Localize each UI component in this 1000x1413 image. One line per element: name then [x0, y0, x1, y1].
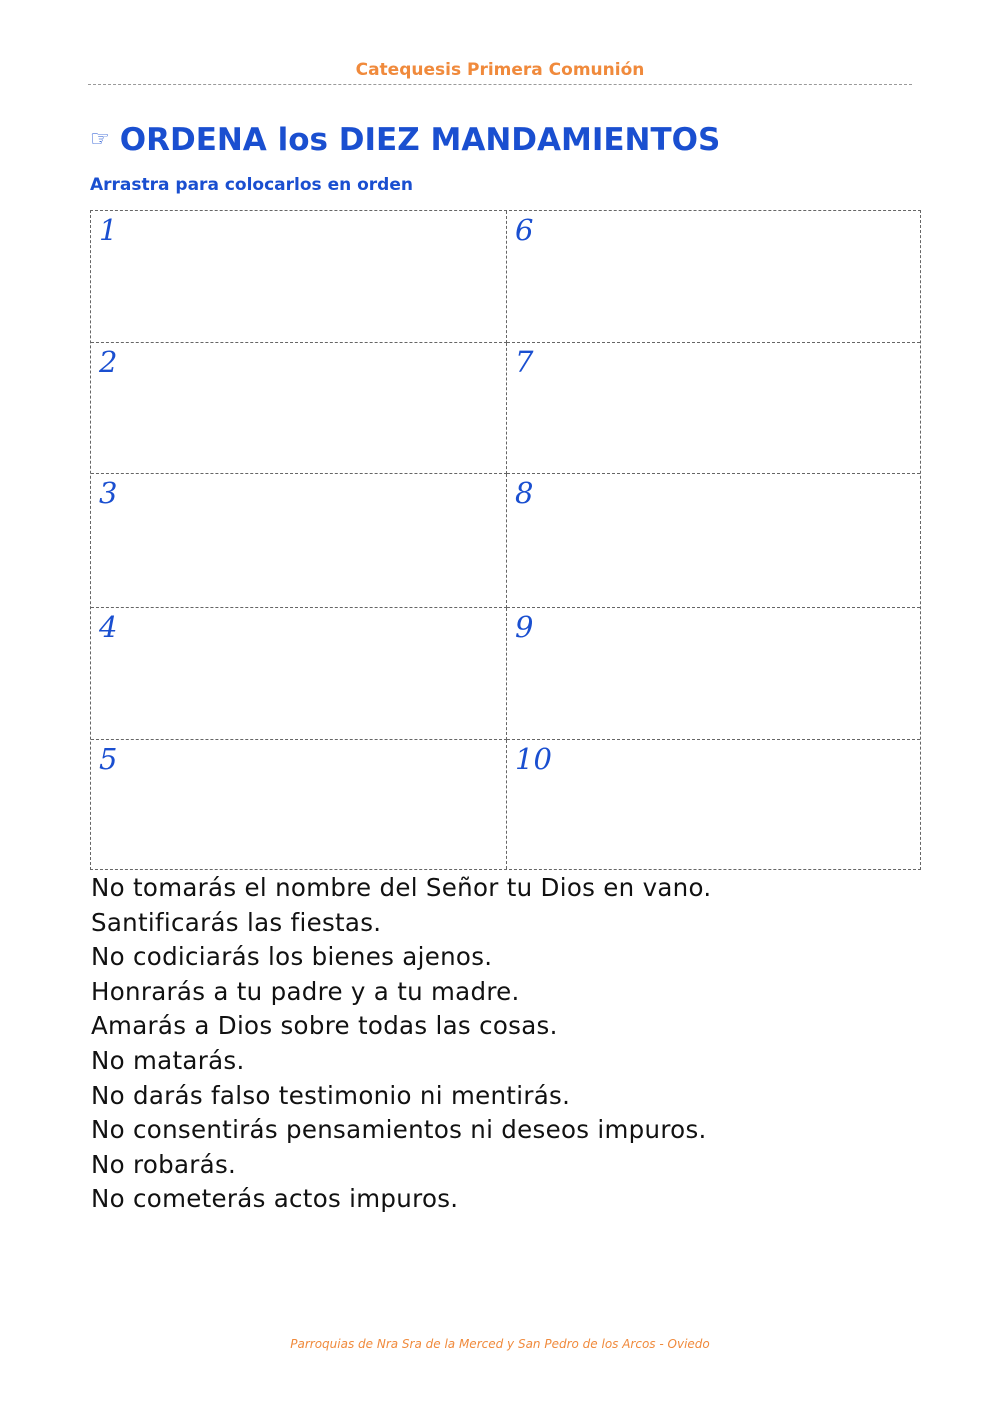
draggable-items-list	[91, 871, 711, 1217]
page-footer: Parroquias de Nra Sra de la Merced y San Pedro de los Arcos - Oviedo	[290, 1337, 710, 1351]
pointing-hand-icon: ☞	[90, 127, 110, 152]
drop-slot-5[interactable]	[91, 740, 507, 869]
slot-number: 8	[515, 476, 534, 510]
drop-slot-3[interactable]	[91, 474, 507, 608]
slot-number: 7	[515, 345, 534, 379]
slot-number: 4	[99, 610, 118, 644]
slot-number: 10	[515, 742, 552, 776]
slot-number: 6	[515, 213, 534, 247]
slot-number: 3	[99, 476, 118, 510]
page-title-text: ORDENA los DIEZ MANDAMIENTOS	[119, 122, 721, 158]
drop-slot-7[interactable]	[507, 343, 920, 474]
draggable-item[interactable]: Santificarás las fiestas.	[91, 907, 382, 937]
slot-number: 2	[99, 345, 118, 379]
drop-slot-6[interactable]	[507, 211, 920, 343]
drop-slot-8[interactable]	[507, 474, 920, 608]
slot-number: 5	[99, 742, 118, 776]
drop-slot-9[interactable]	[507, 608, 920, 740]
drop-slot-2[interactable]	[91, 343, 507, 474]
page-header: Catequesis Primera Comunión	[355, 60, 645, 80]
header-divider	[88, 84, 912, 85]
drop-slot-10[interactable]	[507, 740, 920, 869]
drop-slot-1[interactable]	[91, 211, 507, 343]
draggable-item[interactable]: No cometerás actos impuros.	[91, 1184, 459, 1214]
instructions: Arrastra para colocarlos en orden	[90, 175, 413, 195]
draggable-item[interactable]: No tomarás el nombre del Señor tu Dios en vano.	[91, 873, 712, 902]
draggable-item[interactable]: No matarás.	[91, 1045, 245, 1075]
draggable-item[interactable]: No consentirás pensamientos ni deseos impuros.	[91, 1115, 707, 1145]
slot-number: 1	[99, 213, 118, 247]
drop-grid	[90, 210, 921, 870]
slot-number: 9	[515, 610, 534, 644]
draggable-item[interactable]: No darás falso testimonio ni mentirás.	[91, 1080, 571, 1110]
drop-slot-4[interactable]	[91, 608, 507, 740]
page-title	[90, 122, 720, 158]
draggable-item[interactable]: Honrarás a tu padre y a tu madre.	[91, 976, 520, 1006]
draggable-item[interactable]: Amarás a Dios sobre todas las cosas.	[91, 1011, 558, 1041]
draggable-item[interactable]: No robarás.	[91, 1149, 237, 1179]
draggable-item[interactable]: No codiciarás los bienes ajenos.	[91, 942, 493, 972]
